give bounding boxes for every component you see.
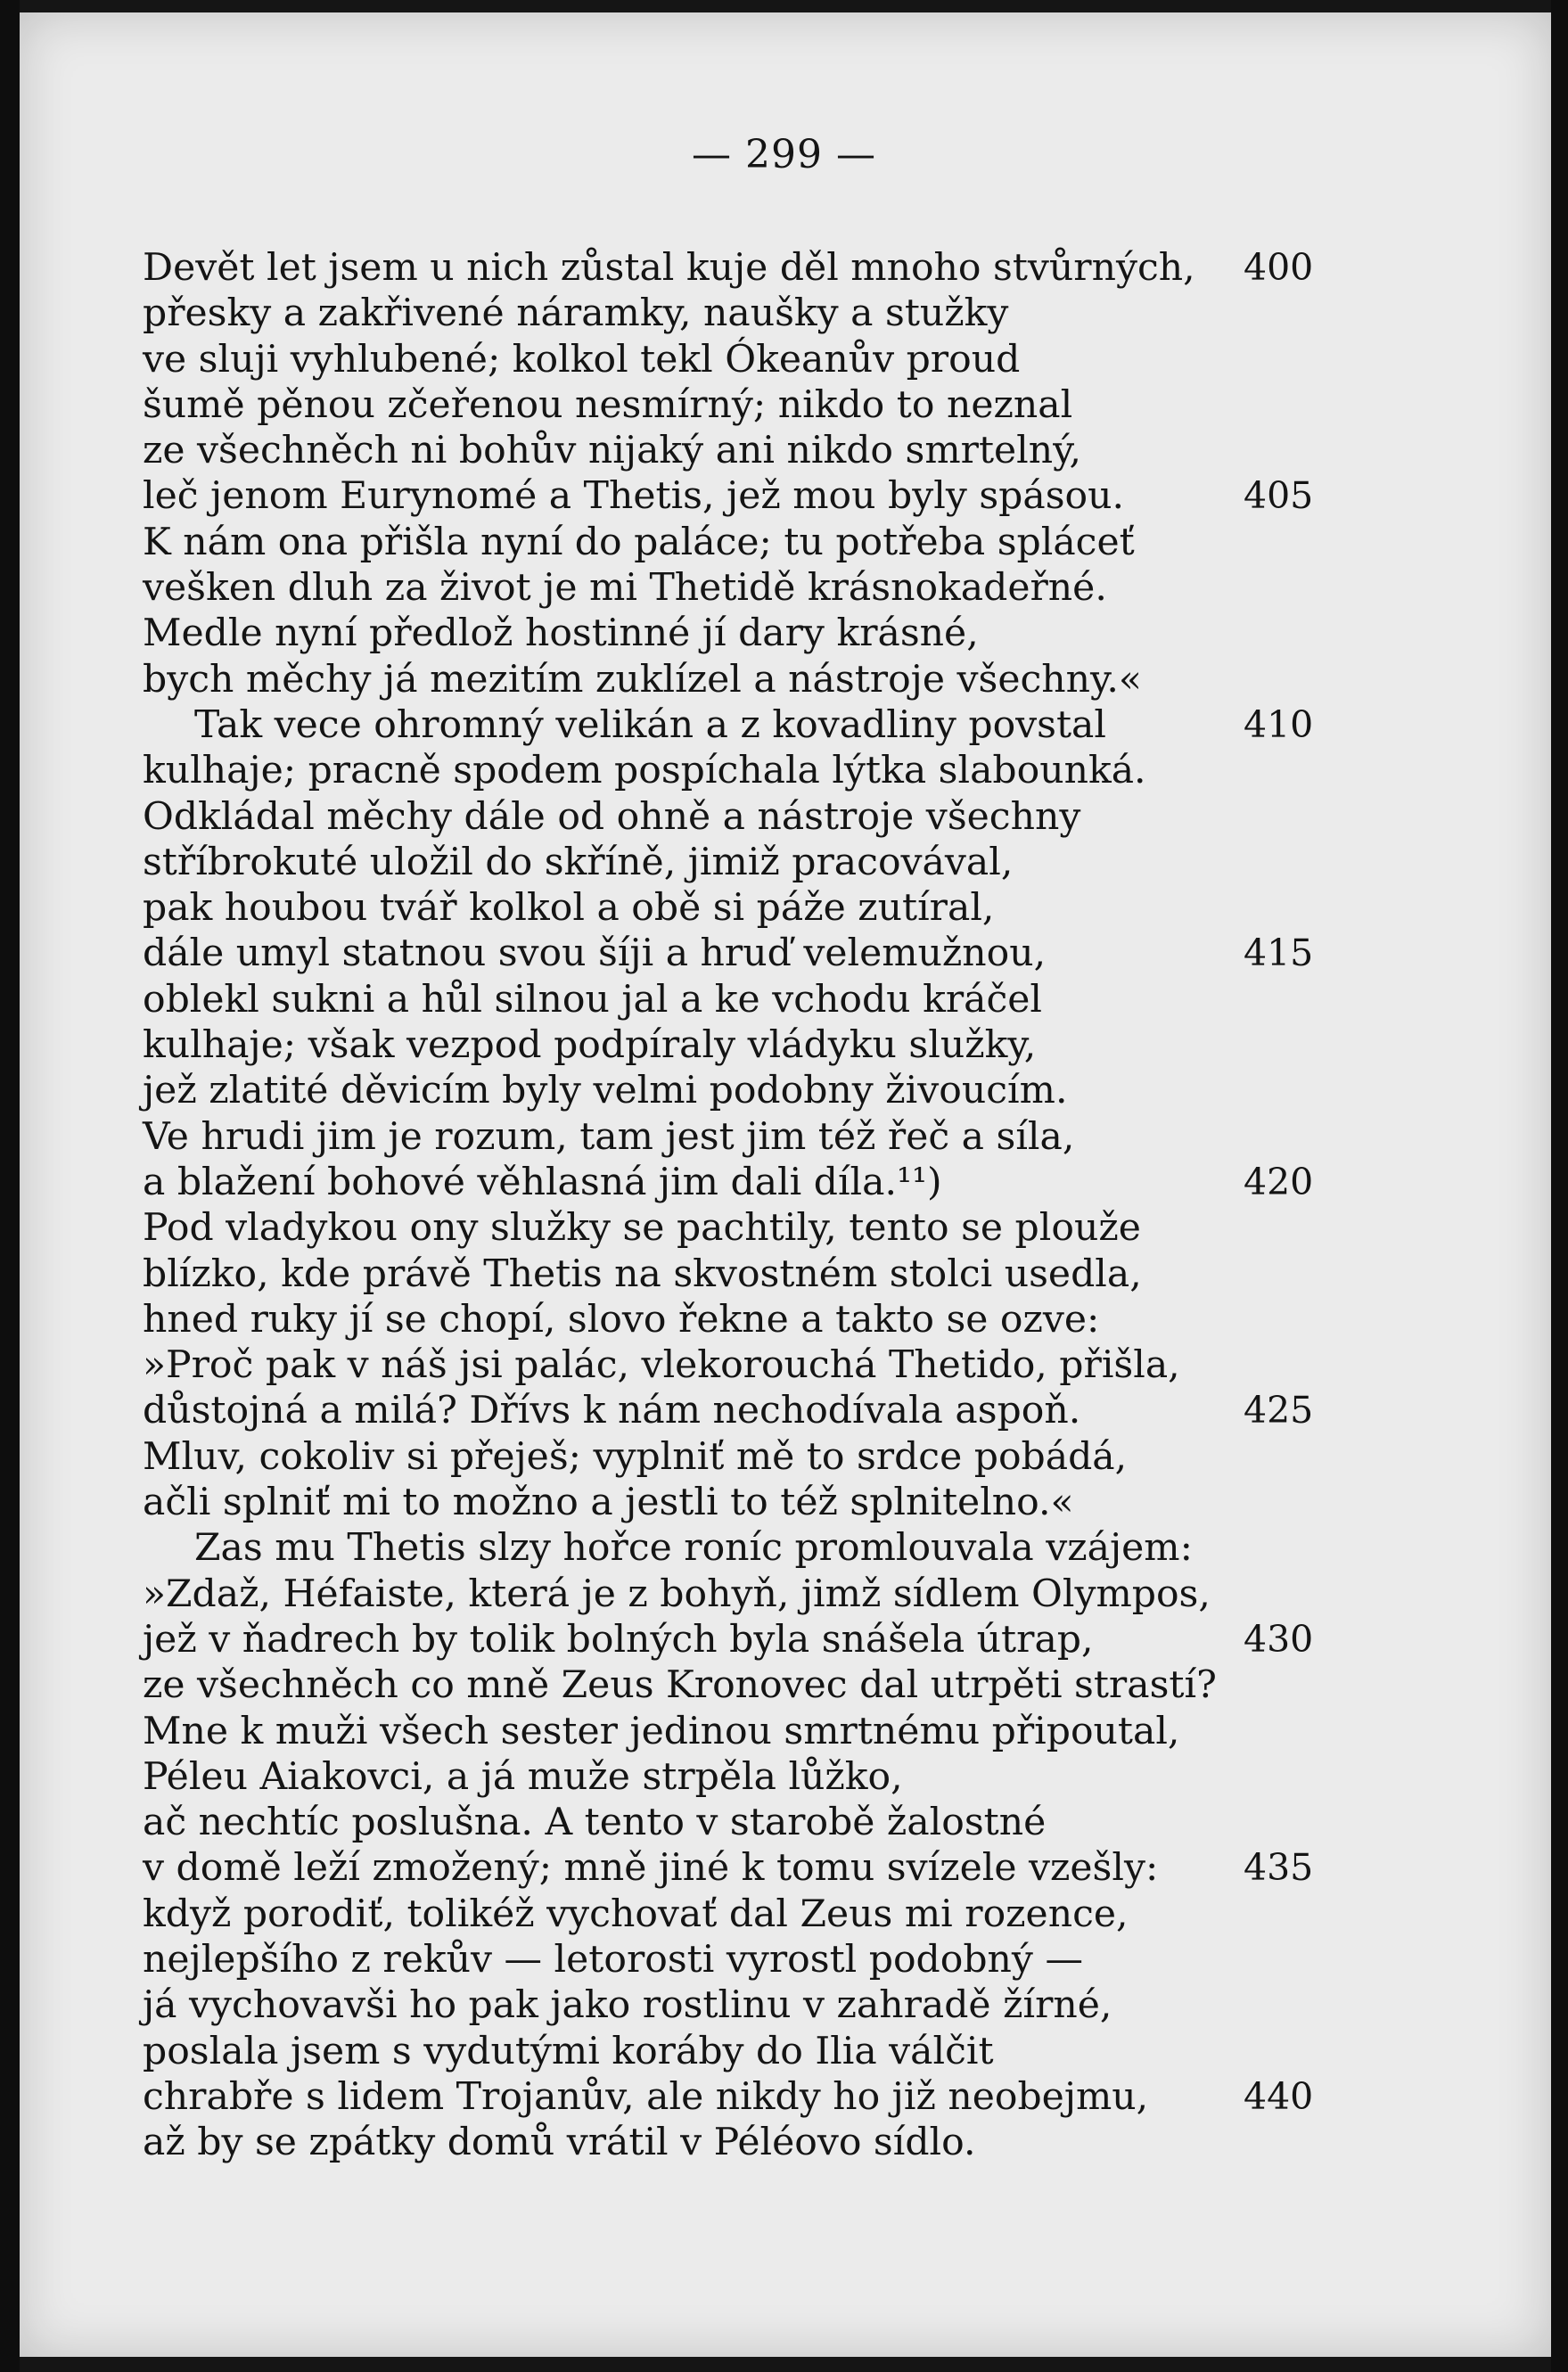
verse-line xyxy=(143,1525,1337,1571)
verse-text: kulhaje; však vezpod podpíraly vládyku služky, xyxy=(143,1023,1037,1068)
verse-line xyxy=(143,1342,1337,1388)
verse-line xyxy=(143,1617,1337,1662)
verse-line xyxy=(143,885,1337,931)
verse-text: ze všechněch ni bohův nijaký ani nikdo smrtelný, xyxy=(143,429,1082,473)
verse-text: Péleu Aiakovci, a já muže strpěla lůžko, xyxy=(143,1754,903,1799)
verse-text: důstojná a milá? Dřívs k nám nechodívala aspoň. xyxy=(143,1389,1081,1433)
poem-text xyxy=(143,245,1337,2165)
verse-text: chrabře s lidem Trojanův, ale nikdy ho již neobejmu, xyxy=(143,2074,1149,2119)
verse-text: Ve hrudi jim je rozum, tam jest jim též řeč a síla, xyxy=(143,1114,1075,1159)
verse-line xyxy=(143,794,1337,840)
verse-line xyxy=(143,1892,1337,1937)
verse-line xyxy=(143,382,1337,428)
verse-line xyxy=(143,337,1337,382)
verse-text: K nám ona přišla nyní do paláce; tu potřeba spláceť xyxy=(143,520,1135,564)
verse-line xyxy=(143,2074,1337,2120)
verse-line xyxy=(143,1114,1337,1160)
verse-text: ač nechtíc poslušna. A tento v starobě žalostné xyxy=(143,1801,1047,1845)
line-number: 410 xyxy=(1244,702,1314,746)
verse-line xyxy=(143,245,1337,291)
verse-text: jež zlatité děvicím byly velmi podobny živoucím. xyxy=(143,1069,1068,1113)
verse-line xyxy=(143,1480,1337,1525)
verse-text: já vychovavši ho pak jako rostlinu v zahradě žírné, xyxy=(143,1983,1112,2028)
verse-text: ačli splniť mi to možno a jestli to též splnitelno.« xyxy=(143,1481,1074,1525)
verse-line xyxy=(143,1068,1337,1113)
verse-text: v domě leží zmožený; mně jiné k tomu svízele vzešly: xyxy=(143,1846,1159,1891)
verse-line xyxy=(143,1205,1337,1251)
verse-line xyxy=(143,1160,1337,1205)
verse-line xyxy=(143,657,1337,702)
verse-line xyxy=(143,1709,1337,1754)
verse-line xyxy=(143,1022,1337,1068)
verse-line xyxy=(143,1937,1337,1982)
verse-text: Zas mu Thetis slzy hořce roníc promlouvala vzájem: xyxy=(194,1526,1193,1571)
verse-line xyxy=(143,2120,1337,2165)
verse-line xyxy=(143,1388,1337,1433)
verse-line xyxy=(143,428,1337,473)
line-number: 420 xyxy=(1244,1160,1314,1203)
verse-text: »Proč pak v náš jsi palác, vlekorouchá Thetido, přišla, xyxy=(143,1343,1180,1388)
verse-line xyxy=(143,1434,1337,1480)
verse-text: Mluv, cokoliv si přeješ; vyplniť mě to srdce pobádá, xyxy=(143,1434,1128,1479)
verse-text: Medle nyní předlož hostinné jí dary krásné, xyxy=(143,611,979,656)
verse-text: ze všechněch co mně Zeus Kronovec dal utrpěti strastí? xyxy=(143,1663,1217,1708)
verse-text: oblekl sukni a hůl silnou jal a ke vchodu kráčel xyxy=(143,977,1043,1022)
verse-line xyxy=(143,1572,1337,1617)
verse-text: Devět let jsem u nich zůstal kuje děl mnoho stvůrných, xyxy=(143,246,1195,290)
line-number: 405 xyxy=(1244,474,1314,518)
verse-line xyxy=(143,977,1337,1022)
line-number: 440 xyxy=(1244,2074,1314,2118)
line-number: 430 xyxy=(1244,1617,1314,1661)
verse-line xyxy=(143,473,1337,519)
verse-line xyxy=(143,931,1337,976)
verse-line xyxy=(143,1297,1337,1342)
verse-text: kulhaje; pracně spodem pospíchala lýtka slabounká. xyxy=(143,749,1146,793)
verse-line xyxy=(143,1982,1337,2028)
verse-text: Tak vece ohromný velikán a z kovadliny povstal xyxy=(194,702,1106,747)
verse-text: když porodiť, tolikéž vychovať dal Zeus mi rozence, xyxy=(143,1892,1129,1936)
page-number: — 299 — xyxy=(692,132,876,177)
verse-text: dále umyl statnou svou šíji a hruď velemužnou, xyxy=(143,932,1047,976)
verse-text: bych měchy já mezitím zuklízel a nástroje všechny.« xyxy=(143,657,1142,702)
verse-text: poslala jsem s vydutými koráby do Ilia válčit xyxy=(143,2029,994,2073)
verse-line xyxy=(143,1252,1337,1297)
verse-text: »Zdaž, Héfaiste, která je z bohyň, jimž sídlem Olympos, xyxy=(143,1572,1211,1616)
verse-line xyxy=(143,840,1337,885)
verse-text: vešken dluh za život je mi Thetidě krásnokadeřné. xyxy=(143,566,1107,611)
scan-edge-left xyxy=(0,0,20,2372)
verse-line xyxy=(143,520,1337,565)
verse-line xyxy=(143,565,1337,611)
verse-line xyxy=(143,702,1337,748)
verse-line xyxy=(143,2029,1337,2074)
verse-line xyxy=(143,1800,1337,1845)
verse-line xyxy=(143,611,1337,656)
verse-text: Odkládal měchy dále od ohně a nástroje všechny xyxy=(143,794,1081,839)
verse-text: leč jenom Eurynomé a Thetis, jež mou byly spásou. xyxy=(143,474,1124,519)
line-number: 425 xyxy=(1244,1389,1314,1432)
verse-text: jež v ňadrech by tolik bolných byla snášela útrap, xyxy=(143,1617,1094,1662)
verse-text: a blažení bohové věhlasná jim dali díla.¹¹) xyxy=(143,1160,942,1204)
verse-text: Mne k muži všech sester jedinou smrtnému připoutal, xyxy=(143,1709,1180,1753)
verse-text: až by se zpátky domů vrátil v Péléovo sídlo. xyxy=(143,2121,976,2165)
verse-text: pak houbou tvář kolkol a obě si páže zutíral, xyxy=(143,886,995,931)
verse-line xyxy=(143,291,1337,336)
verse-text: nejlepšího z rekův — letorosti vyrostl podobný — xyxy=(143,1937,1083,1982)
verse-text: Pod vladykou ony služky se pachtily, tento se plouže xyxy=(143,1206,1141,1251)
verse-line xyxy=(143,1754,1337,1800)
line-number: 435 xyxy=(1244,1846,1314,1890)
verse-text: šumě pěnou zčeřenou nesmírný; nikdo to neznal xyxy=(143,382,1073,427)
verse-text: ve sluji vyhlubené; kolkol tekl Ókeanův proud xyxy=(143,337,1021,382)
line-number: 400 xyxy=(1244,246,1314,289)
scan-edge-right xyxy=(1551,0,1568,2372)
verse-line xyxy=(143,1662,1337,1708)
verse-text: hned ruky jí se chopí, slovo řekne a takto se ozve: xyxy=(143,1297,1100,1342)
verse-text: stříbrokuté uložil do skříně, jimiž pracovával, xyxy=(143,840,1014,884)
verse-line xyxy=(143,748,1337,793)
line-number: 415 xyxy=(1244,932,1314,975)
verse-text: blízko, kde právě Thetis na skvostném stolci usedla, xyxy=(143,1252,1142,1296)
verse-line xyxy=(143,1845,1337,1891)
verse-text: přesky a zakřivené náramky, naušky a stužky xyxy=(143,291,1009,336)
